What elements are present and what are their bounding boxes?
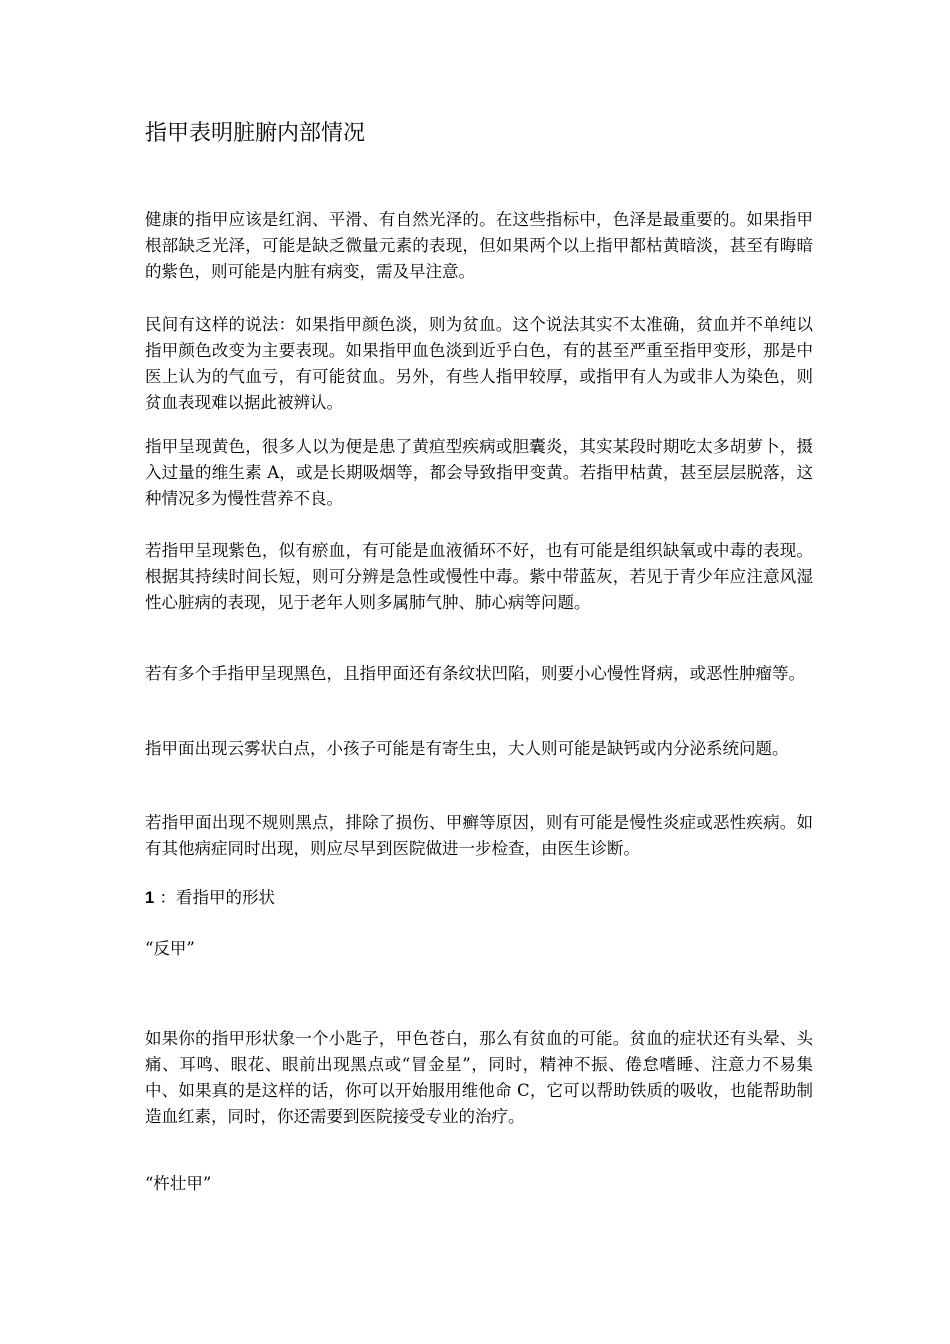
paragraph-purple-nails: 若指甲呈现紫色，似有瘀血，有可能是血液循环不好，也有可能是组织缺氧或中毒的表现。根据其持续时间长短，则可分辨是急性或慢性中毒。紫中带蓝灰，若见于青少年应注意风湿性心脏病的表现，见于老年人则多属肺气肿、肺心病等问题。 [145, 541, 813, 612]
paragraph-yellow-nails: 指甲呈现黄色，很多人以为便是患了黄疸型疾病或胆囊炎，其实某段时期吃太多胡萝卜，摄入过量的维生素 A，或是长期吸烟等，都会导致指甲变黄。若指甲枯黄，甚至层层脱落，这种情况多为慢性营养不良。 [145, 437, 813, 508]
subheading-club-nail: “杵壮甲” [145, 1174, 212, 1193]
paragraph-black-spots: 若指甲面出现不规则黑点，排除了损伤、甲癣等原因，则有可能是慢性炎症或恶性疾病。如有其他病症同时出现，则应尽早到医院做进一步检查，由医生诊断。 [145, 813, 813, 858]
section-number: 1 [145, 889, 155, 907]
section-label: ：看指甲的形状 [159, 888, 275, 907]
section-heading [145, 885, 275, 911]
paragraph-spoon-nail: 如果你的指甲形状象一个小匙子，甲色苍白，那么有贫血的可能。贫血的症状还有头晕、头痛、耳鸣、眼花、眼前出现黑点或“冒金星”，同时，精神不振、倦怠嗜睡、注意力不易集中、如果真的是这样的话，你可以开始服用维他命 C，它可以帮助铁质的吸收，也能帮助制造血红素，同时，你还需要到医院接受专业的治疗。 [145, 1029, 813, 1126]
paragraph-healthy-nails: 健康的指甲应该是红润、平滑、有自然光泽的。在这些指标中，色泽是最重要的。如果指甲根部缺乏光泽，可能是缺乏微量元素的表现，但如果两个以上指甲都枯黄暗淡，甚至有晦暗的紫色，则可能是内脏有病变，需及早注意。 [145, 210, 813, 281]
paragraph-black-nails: 若有多个手指甲呈现黑色，且指甲面还有条纹状凹陷，则要小心慢性肾病，或恶性肿瘤等。 [145, 664, 805, 683]
paragraph-white-spots: 指甲面出现云雾状白点，小孩子可能是有寄生虫，大人则可能是缺钙或内分泌系统问题。 [145, 739, 789, 758]
subheading-reverse-nail: “反甲” [145, 939, 195, 958]
document-title: 指甲表明脏腑内部情况 [145, 121, 366, 146]
paragraph-anemia: 民间有这样的说法：如果指甲颜色淡，则为贫血。这个说法其实不太准确，贫血并不单纯以指甲颜色改变为主要表现。如果指甲血色淡到近乎白色，有的甚至严重至指甲变形，那是中医上认为的气血亏，有可能贫血。另外，有些人指甲较厚，或指甲有人为或非人为染色，则贫血表现难以据此被辨认。 [145, 315, 813, 412]
